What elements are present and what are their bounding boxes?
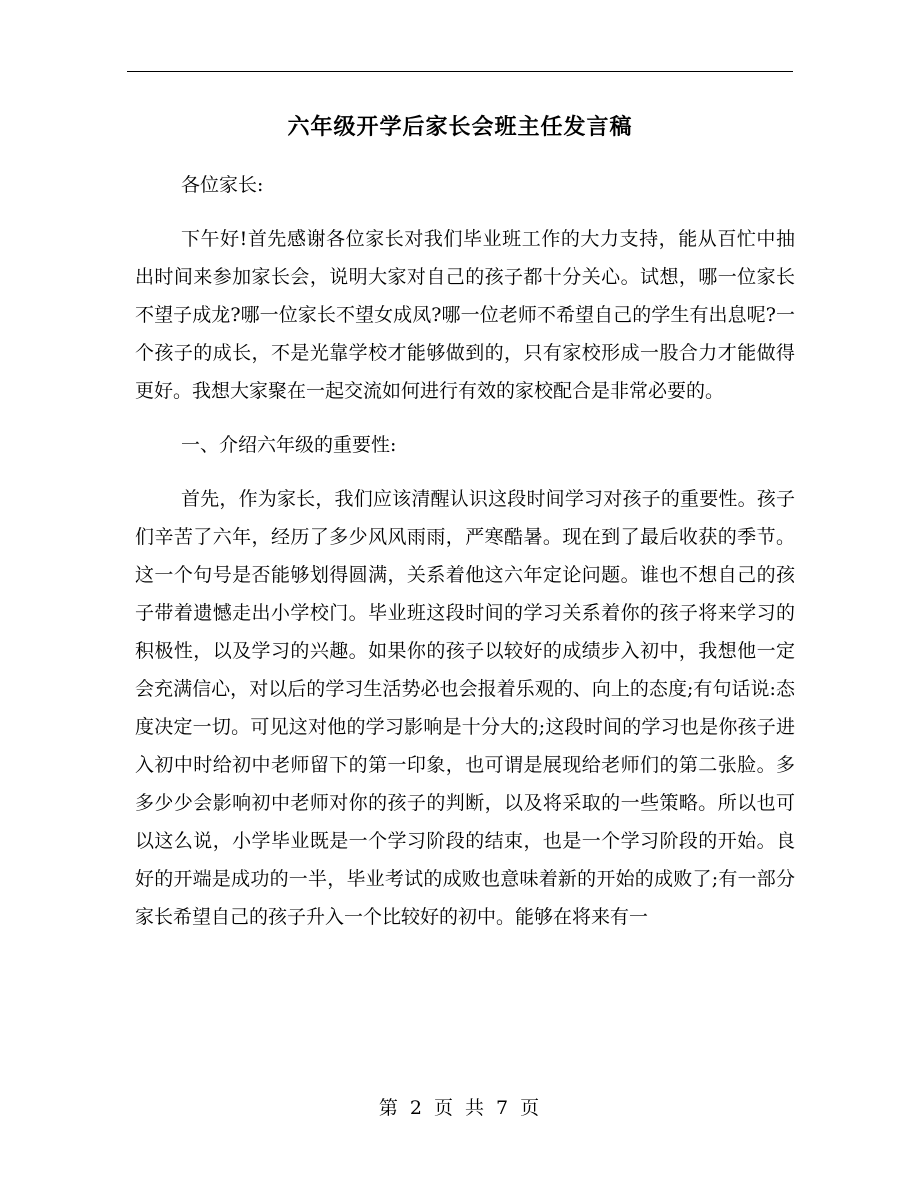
section-heading: 一、介绍六年级的重要性: [181, 434, 397, 456]
page-footer [0, 1088, 920, 1128]
greeting-paragraph: 下午好!首先感谢各位家长对我们毕业班工作的大力支持，能从百忙中抽出时间来参加家长会，说明大家对自己的孩子都十分关心。试想，哪一位家长不望子成龙?哪一位家长不望女成凤?哪一位老师不希望自己的学生有出息呢?一个孩子的成长，不是光靠学校才能够做到的，只有家校形成一股合力才能做得更好。我想大家聚在一起交流如何进行有效的家校配合是非常必要的。 [135, 228, 795, 402]
document-body [135, 166, 795, 952]
page-unit: 页 [433, 1097, 455, 1119]
page-label: 第 [378, 1097, 400, 1119]
total-label: 共 [465, 1097, 487, 1119]
total-pages: 7 [496, 1097, 511, 1119]
page-number: 2 [409, 1097, 424, 1119]
document-title: 六年级开学后家长会班主任发言稿 [287, 115, 633, 140]
salutation-paragraph: 各位家长: [181, 174, 264, 196]
body-paragraph: 首先，作为家长，我们应该清醒认识这段时间学习对孩子的重要性。孩子们辛苦了六年，经历了多少风风雨雨，严寒酷暑。现在到了最后收获的季节。这一个句号是否能够划得圆满，关系着他这六年定论问题。谁也不想自己的孩子带着遗憾走出小学校门。毕业班这段时间的学习关系着你的孩子将来学习的积极性，以及学习的兴趣。如果你的孩子以较好的成绩步入初中，我想他一定会充满信心，对以后的学习生活势必也会报着乐观的、向上的态度;有句话说:态度决定一切。可见这对他的学习影响是十分大的;这段时间的学习也是你孩子进入初中时给初中老师留下的第一印象，也可谓是展现给老师们的第二张脸。多多少少会影响初中老师对你的孩子的判断，以及将采取的一些策略。所以也可以这么说，小学毕业既是一个学习阶段的结束，也是一个学习阶段的开始。良好的开端是成功的一半，毕业考试的成败也意味着新的开始的成败了;有一部分家长希望自己的孩子升入一个比较好的初中。能够在将来有一 [135, 488, 795, 928]
header-rule [127, 71, 793, 72]
total-unit: 页 [520, 1097, 542, 1119]
